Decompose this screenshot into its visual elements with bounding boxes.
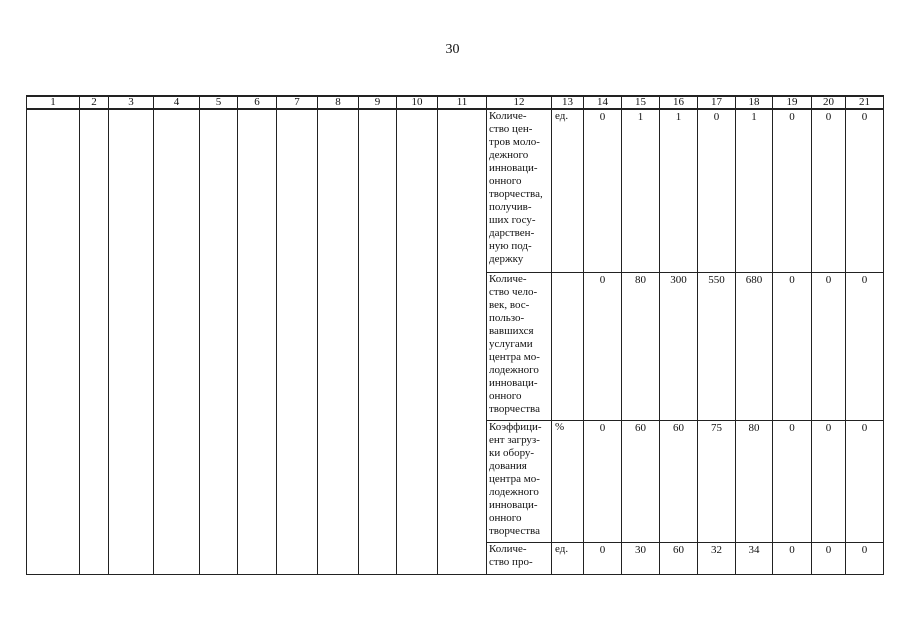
value-cell-col-14: 0: [584, 420, 622, 542]
column-number-13: 13: [552, 96, 584, 109]
indicator-line: пользо-: [489, 311, 525, 324]
indicator-line: вавшихся: [489, 324, 534, 337]
empty-cell-col-7: [277, 272, 318, 420]
indicator-line: лодежного: [489, 485, 539, 498]
value-cell-col-18: 80: [736, 420, 773, 542]
value-cell-col-20: 0: [812, 420, 846, 542]
value-cell-col-16: 300: [660, 272, 698, 420]
indicator-line: получив-: [489, 201, 532, 213]
value-cell-col-19: 0: [773, 272, 812, 420]
indicator-cell: [487, 109, 552, 272]
column-number-21: 21: [846, 96, 884, 109]
column-number-6: 6: [238, 96, 277, 109]
column-number-1: 1: [27, 96, 80, 109]
value-cell-col-15: 30: [622, 542, 660, 574]
empty-cell-col-3: [109, 272, 154, 420]
indicator-line: Количе-: [489, 110, 527, 122]
value-cell-col-16: 60: [660, 420, 698, 542]
empty-cell-col-2: [80, 109, 109, 272]
empty-cell-col-4: [154, 109, 200, 272]
value-cell-col-18: 34: [736, 542, 773, 574]
empty-cell-col-3: [109, 542, 154, 574]
column-number-7: 7: [277, 96, 318, 109]
value-cell-col-15: 1: [622, 109, 660, 272]
indicator-line: ших госу-: [489, 214, 536, 226]
value-cell-col-18: 1: [736, 109, 773, 272]
indicator-line: инноваци-: [489, 498, 538, 511]
value-cell-col-15: 80: [622, 272, 660, 420]
empty-cell-col-6: [238, 542, 277, 574]
column-number-17: 17: [698, 96, 736, 109]
column-number-8: 8: [318, 96, 359, 109]
indicator-line: ство про-: [489, 555, 533, 568]
value-cell-col-14: 0: [584, 109, 622, 272]
empty-cell-col-3: [109, 109, 154, 272]
column-number-15: 15: [622, 96, 660, 109]
indicator-line: онного: [489, 389, 522, 402]
indicator-line: творчества: [489, 402, 540, 415]
empty-cell-col-10: [397, 109, 438, 272]
empty-cell-col-5: [200, 542, 238, 574]
empty-cell-col-11: [438, 272, 487, 420]
table-row: [27, 542, 884, 574]
empty-cell-col-4: [154, 420, 200, 542]
unit-cell: ед.: [552, 109, 584, 272]
empty-cell-col-2: [80, 420, 109, 542]
column-number-14: 14: [584, 96, 622, 109]
column-number-10: 10: [397, 96, 438, 109]
unit-cell: %: [552, 420, 584, 542]
empty-cell-col-6: [238, 109, 277, 272]
column-number-5: 5: [200, 96, 238, 109]
indicator-line: центра мо-: [489, 472, 540, 485]
indicator-line: ент загруз-: [489, 433, 540, 446]
value-cell-col-20: 0: [812, 109, 846, 272]
value-cell-col-20: 0: [812, 272, 846, 420]
empty-cell-col-11: [438, 542, 487, 574]
column-number-12: 12: [487, 96, 552, 109]
empty-cell-col-8: [318, 109, 359, 272]
empty-cell-col-3: [109, 420, 154, 542]
indicator-line: ство чело-: [489, 285, 538, 298]
empty-cell-col-10: [397, 272, 438, 420]
empty-cell-col-9: [359, 542, 397, 574]
value-cell-col-17: 0: [698, 109, 736, 272]
indicator-line: дования: [489, 459, 527, 472]
indicator-line: Количе-: [489, 272, 527, 285]
value-cell-col-14: 0: [584, 542, 622, 574]
unit-cell: ед.: [552, 542, 584, 574]
indicator-line: век, вос-: [489, 298, 530, 311]
empty-cell-col-4: [154, 542, 200, 574]
empty-cell-col-11: [438, 109, 487, 272]
indicator-line: творчества: [489, 524, 540, 537]
indicator-line: центра мо-: [489, 350, 540, 363]
column-number-2: 2: [80, 96, 109, 109]
value-cell-col-18: 680: [736, 272, 773, 420]
page-number: 30: [445, 42, 460, 57]
indicator-line: онного: [489, 175, 522, 187]
indicator-line: инноваци-: [489, 376, 538, 389]
column-number-18: 18: [736, 96, 773, 109]
indicator-line: ки обору-: [489, 446, 535, 459]
column-number-4: 4: [154, 96, 200, 109]
indicator-line: держку: [489, 253, 524, 265]
indicator-line: Коэффици-: [489, 420, 542, 433]
empty-cell-col-1: [27, 542, 80, 574]
value-cell-col-14: 0: [584, 272, 622, 420]
empty-cell-col-5: [200, 420, 238, 542]
indicator-cell: [487, 542, 552, 574]
empty-cell-col-8: [318, 420, 359, 542]
indicator-cell: [487, 420, 552, 542]
empty-cell-col-7: [277, 542, 318, 574]
value-cell-col-16: 1: [660, 109, 698, 272]
empty-cell-col-9: [359, 272, 397, 420]
column-number-19: 19: [773, 96, 812, 109]
column-number-20: 20: [812, 96, 846, 109]
empty-cell-col-1: [27, 420, 80, 542]
empty-cell-col-9: [359, 420, 397, 542]
column-number-9: 9: [359, 96, 397, 109]
indicator-line: дарствен-: [489, 227, 535, 239]
empty-cell-col-5: [200, 272, 238, 420]
table-row: [27, 109, 884, 272]
value-cell-col-19: 0: [773, 109, 812, 272]
empty-cell-col-6: [238, 272, 277, 420]
value-cell-col-16: 60: [660, 542, 698, 574]
table-row: [27, 420, 884, 542]
value-cell-col-21: 0: [846, 542, 884, 574]
value-cell-col-19: 0: [773, 420, 812, 542]
empty-cell-col-5: [200, 109, 238, 272]
indicator-line: творчества,: [489, 188, 543, 200]
empty-cell-col-7: [277, 109, 318, 272]
unit-cell: [552, 272, 584, 420]
empty-cell-col-8: [318, 542, 359, 574]
column-number-row: [27, 96, 884, 109]
indicator-cell: [487, 272, 552, 420]
indicator-line: ную под-: [489, 240, 532, 252]
value-cell-col-17: 75: [698, 420, 736, 542]
indicator-line: инноваци-: [489, 162, 538, 174]
empty-cell-col-7: [277, 420, 318, 542]
empty-cell-col-4: [154, 272, 200, 420]
value-cell-col-17: 550: [698, 272, 736, 420]
empty-cell-col-1: [27, 109, 80, 272]
indicator-line: дежного: [489, 149, 529, 161]
empty-cell-col-10: [397, 542, 438, 574]
value-cell-col-20: 0: [812, 542, 846, 574]
value-cell-col-15: 60: [622, 420, 660, 542]
column-number-16: 16: [660, 96, 698, 109]
indicator-line: лодежного: [489, 363, 539, 376]
value-cell-col-21: 0: [846, 420, 884, 542]
value-cell-col-21: 0: [846, 109, 884, 272]
indicator-line: тров моло-: [489, 136, 540, 148]
empty-cell-col-6: [238, 420, 277, 542]
indicator-line: онного: [489, 511, 522, 524]
empty-cell-col-11: [438, 420, 487, 542]
indicators-table: [26, 95, 884, 575]
value-cell-col-21: 0: [846, 272, 884, 420]
empty-cell-col-2: [80, 542, 109, 574]
value-cell-col-17: 32: [698, 542, 736, 574]
indicator-line: услугами: [489, 337, 533, 350]
empty-cell-col-10: [397, 420, 438, 542]
empty-cell-col-2: [80, 272, 109, 420]
indicator-line: Количе-: [489, 542, 527, 555]
table-row: [27, 272, 884, 420]
empty-cell-col-1: [27, 272, 80, 420]
indicator-line: ство цен-: [489, 123, 533, 135]
column-number-3: 3: [109, 96, 154, 109]
column-number-11: 11: [438, 96, 487, 109]
empty-cell-col-8: [318, 272, 359, 420]
value-cell-col-19: 0: [773, 542, 812, 574]
empty-cell-col-9: [359, 109, 397, 272]
